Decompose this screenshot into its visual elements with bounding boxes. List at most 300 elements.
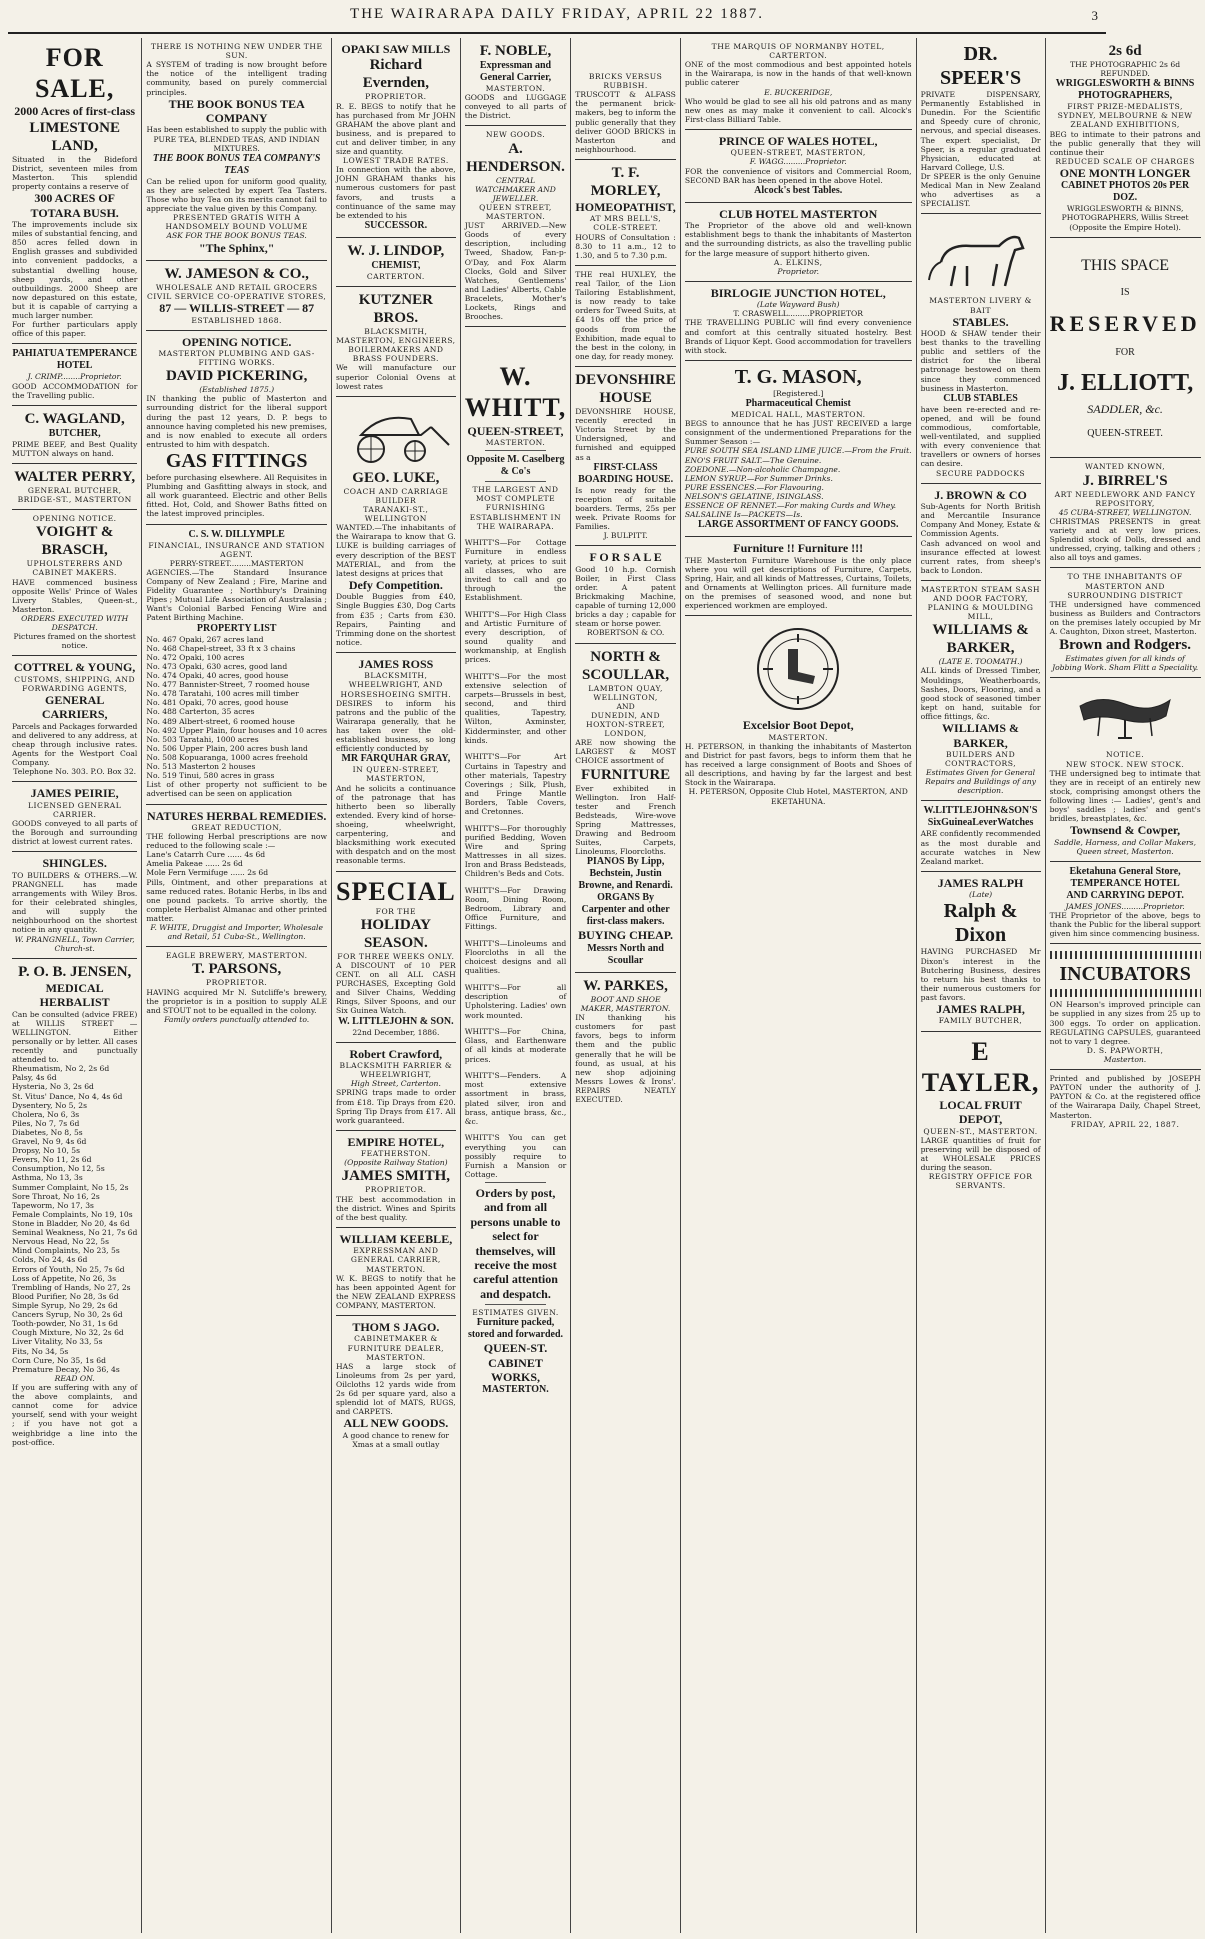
ad-address: QUEEN-ST., MASTERTON.	[923, 1126, 1038, 1136]
ad-subheading: WHOLESALE AND RETAIL GROCERS	[155, 282, 318, 292]
ad-subheading: MASTERTON.	[485, 84, 546, 93]
list-item: Cancers Syrup, No 30, 2s 6d	[12, 1310, 123, 1320]
ad-text: ESTABLISHED 1868.	[191, 315, 282, 325]
ad-heading: C. S. W. DILLYMPLE	[188, 528, 285, 540]
ad-subheading: BLACKSMITH, WHEELWRIGHT, AND HORSESHOEING SMITH.	[340, 671, 452, 699]
ad-text: Furniture packed, stored and forwarded.	[467, 1317, 564, 1341]
ad-text: We will manufacture our superior Colonial Ovens at lowest rates	[336, 363, 456, 391]
ad-signature: H. PETERSON, Opposite Club Hotel, MASTERTON, AND EKETAHUNA.	[688, 787, 908, 806]
ad-heading: SPECIAL	[336, 876, 456, 906]
ad-address: PERRY-STREET.........MASTERTON	[169, 558, 304, 568]
list-item: Female Complaints, No 19, 10s	[12, 1209, 133, 1219]
list-item: PURE ESSENCES.—For Flavouring.	[684, 482, 824, 492]
ad-text: Pictures framed on the shortest notice.	[13, 632, 136, 651]
ad-reserved-elliott	[1050, 238, 1201, 459]
ad-heading: DAVID PICKERING,	[165, 368, 308, 385]
ad-text: IN thanking his customers for past favors, begs to inform them and the public generally that he will be found, as usual, at his new shop adjoining Messrs Lowes & Irons'. REPAIRS NEATLY EXECUTED.	[575, 1013, 676, 1105]
ad-text: Dr SPEER is the only Genuine Medical Man in New Zealand who advertises as a SPECIALIST.	[920, 171, 1041, 209]
ad-subheading: CABINET PHOTOS 20s PER DOZ.	[1060, 180, 1190, 204]
ad-text: CHRISTMAS PRESENTS in great variety and at very low prices. Splendid stock of Dolls, dressed and undressed, crying, talking and others ; also all toys and games.	[1049, 516, 1201, 563]
ad-heading: Brown and Rodgers.	[1059, 637, 1191, 654]
list-item: LEMON SYRUP.—For Summer Drinks.	[684, 473, 833, 483]
ad-heading: BIRLOGIE JUNCTION HOTEL,	[710, 285, 886, 300]
ad-subheading: PROPRIETOR.	[206, 978, 268, 988]
ad-proprietor: T. CRASWELL.........PROPRIETOR	[733, 309, 863, 319]
horse-icon	[921, 222, 1041, 292]
ad-heading: T. PARSONS,	[192, 961, 282, 978]
ad-keeble	[336, 1228, 456, 1316]
ad-heading: OPAKI SAW MILLS	[341, 42, 451, 56]
ad-subheading: ESTIMATES GIVEN.	[472, 1308, 559, 1318]
ad-subheading: PROPRIETOR.	[365, 92, 427, 102]
horse-engraving	[921, 222, 1041, 292]
ad-subheading: (Late)	[969, 890, 993, 900]
ad-subheading: SUCCESSOR.	[364, 219, 428, 231]
ad-subheading: Pharmaceutical Chemist	[745, 398, 851, 410]
list-item: Nervous Head, No 22, 5s	[12, 1237, 110, 1247]
ad-address: 87 — WILLIS-STREET — 87	[159, 301, 315, 316]
ad-parsons	[146, 947, 327, 1029]
list-item: Dropsy, No 10, 5s	[12, 1146, 81, 1156]
ad-heading: THE MARQUIS OF NORMANBY HOTEL, CARTERTON.	[711, 42, 885, 61]
ad-text: PRIVATE DISPENSARY, Permanently Established in Dunedin. For the Scientific and Speedy cure of chronic, nervous, and special diseases. The expert specialist, Dr Speer, is a regular graduated Physician, educated at Harvard College, U.S.	[920, 90, 1041, 172]
ad-subheading: AND CARRYING DEPOT.	[1066, 889, 1184, 901]
ad-subheading: FIRST PRIZE-MEDALISTS, SYDNEY, MELBOURNE & NEW ZEALAND EXHIBITIONS,	[1057, 102, 1193, 130]
ad-shingles	[12, 852, 137, 958]
ad-huxley	[575, 266, 676, 367]
list-item: Summer Complaint, No 15, 2s	[12, 1182, 129, 1192]
ad-notice: NEW GOODS.	[485, 130, 546, 140]
ad-address: QUEEN-STREET, MASTERTON,	[730, 148, 866, 158]
ad-signature: D. S. PAPWORTH,	[1086, 1045, 1164, 1055]
ad-subheading: (Late Wayward Bush)	[756, 300, 840, 310]
ad-proprietor: JAMES JONES.........Proprietor.	[1065, 901, 1185, 911]
ad-heading: INCUBATORS	[1059, 963, 1191, 986]
ad-heading: JAMES ROSS	[358, 656, 434, 671]
list-item: NELSON'S GELATINE, ISINGLASS.	[684, 492, 824, 501]
list-item: Dysentery, No 5, 2s	[12, 1100, 87, 1110]
ad-heading: W.LITTLEJOHN&SON'S	[923, 805, 1038, 817]
ad-peirie	[12, 782, 137, 852]
ad-heading: ONE MONTH LONGER	[1059, 165, 1191, 180]
ad-text: Parcels and Packages forwarded and delivered to any address, at cheap through inclusive rates. Agents for the Westport Coal Company.	[12, 721, 138, 768]
ad-text: R. E. BEGS to notify that he has purchased from Mr JOHN GRAHAM the above plant and business, and is prepared to cut and deliver timber, in any size and quantity.	[336, 101, 456, 157]
whitt-list	[465, 538, 567, 1126]
ad-text: THE following Herbal prescriptions are now reduced to the following scale :—	[146, 832, 327, 851]
ad-pahiatua-hotel	[12, 344, 137, 405]
ad-subheading: THE BOOK BONUS TEA COMPANY'S TEAS	[152, 152, 321, 176]
ad-heading: T. F. MORLEY,	[590, 164, 661, 199]
list-item: No. 467 Opaki, 267 acres land	[146, 634, 264, 644]
ad-text: WHITT'S You can get everything you can possibly require to Furnish a Mansion or Cottage.	[464, 1133, 567, 1179]
ad-north-scoullar	[575, 644, 676, 973]
ad-text: HAVING acquired Mr N. Sutcliffe's brewery, the proprietor is in a position to supply ALE and STOUT not to be equalled in the colony.	[146, 987, 327, 1015]
ad-subheading: CENTRAL WATCHMAKER AND JEWELLER.	[475, 175, 556, 203]
ad-subheading: BUYING CHEAP.	[578, 928, 674, 943]
ad-noble	[465, 38, 567, 126]
ad-heading: Eketahuna General Store, TEMPERANCE HOTEL	[1069, 865, 1181, 889]
ad-subheading: REGISTRY OFFICE FOR SERVANTS.	[928, 1172, 1033, 1191]
ad-text: THE TRAVELLING PUBLIC will find every convenience and comfort at this centrally situated hostelry. Best Brands of Liquor Kept. Good accommodation for travellers with stock.	[684, 318, 912, 355]
ad-subheading: BLACKSMITH FARRIER & WHEELWRIGHT,	[339, 1061, 453, 1080]
ad-text: ALL kinds of Dressed Timber, Mouldings, Weatherboards, Sashes, Doors, Flooring, and a good stock of seasoned timber kept on hand, suitable for office fittings, &c.	[920, 666, 1041, 722]
ad-address: High Street, Carterton.	[350, 1079, 441, 1089]
ad-subheading: MASTERTON STEAM SASH AND DOOR FACTORY, PLANING & MOULDING MILL,	[921, 584, 1041, 622]
ad-heading: W. J. LINDOP,	[347, 242, 445, 259]
ad-morley	[575, 160, 676, 266]
list-item: Diabetes, No 8, 5s	[12, 1127, 83, 1137]
columns	[8, 38, 1201, 1933]
ad-text: Can be relied upon for uniform good quality, as they are selected by expert Tea Tasters. Those who buy Tea on its merits cannot fail to appreciate the value given by this Company.	[146, 176, 327, 214]
ad-address: QUEEN STREET, MASTERTON.	[479, 202, 552, 221]
list-item: ENO'S FRUIT SALT.—The Genuine.	[684, 455, 822, 465]
ad-williams-barker	[921, 581, 1041, 802]
list-item: Seminal Weakness, No 21, 7s 6d	[12, 1228, 138, 1238]
list-item: Corn Cure, No 35, 1s 6d	[12, 1355, 106, 1365]
ad-address: AT MRS BELL'S, COLE-STREET.	[589, 214, 662, 233]
list-item: Sore Throat, No 16, 2s	[12, 1191, 100, 1201]
ad-heading: WILLIAMS & BARKER,	[942, 721, 1020, 750]
ad-heading: WALTER PERRY,	[14, 468, 136, 485]
ad-signature: W. PRANGNELL, Town Carrier, Church-st.	[14, 934, 135, 953]
list-item: Colds, No 24, 4s 6d	[12, 1255, 88, 1265]
ad-trademark: "The Sphinx,"	[199, 240, 275, 255]
ad-text: HOOD & SHAW tender their best thanks to the travelling public and settlers of the district for the liberal patronage bestowed on them since they commenced business in Masterton.	[920, 329, 1041, 393]
list-item: WHITT'S—For Drawing Room, Dining Room, Bedroom, Library and Office Furniture, and Fittings.	[464, 886, 567, 932]
ad-subheading: LOWEST TRADE RATES.	[342, 156, 449, 166]
ad-perry	[12, 464, 137, 510]
ad-text: JUST ARRIVED.—New Goods of every description, including Tweed, Shadow, Fan-p-O'Day, and Fox Alarm Clocks, Gold and Silver Watches, Gentlemens' and Ladies' Alberts, Cable Bracelets, Mother's Lockets, Rings and Brooches.	[464, 221, 567, 322]
list-item: No. 489 Albert-street, 6 roomed house	[146, 716, 295, 726]
list-item: Blood Purifier, No 28, 3s 6d	[12, 1291, 119, 1301]
carriage-icon	[341, 405, 451, 465]
list-item: Mind Complaints, No 23, 5s	[12, 1246, 120, 1256]
ad-text: DESIRES to inform his patrons and the public of the Wairarapa generally, that he has taken over the old-established business, so long efficiently conducted by	[336, 698, 456, 754]
ad-subheading: 300 ACRES OF TOTARA BUSH.	[30, 191, 119, 220]
list-item: ZOEDONE.—Non-alcoholic Champagne.	[684, 464, 841, 474]
ad-birrel	[1050, 458, 1201, 568]
ad-text: ONE of the most commodious and best appointed hotels in the Wairarapa, is now in the hands of that well-known public caterer	[684, 60, 912, 88]
ad-furniture-warehouse	[685, 537, 912, 616]
ad-text: HAVE commenced business opposite Wells' Prince of Wales Livery Stables, Queen-st., Masterton.	[12, 577, 138, 614]
ad-text: WANTED.—The inhabitants of the Wairarapa to know that G. LUKE is building carriages of every description of the BEST MATERIAL, and from the latest designs at prices that	[336, 523, 456, 578]
ad-heading: PRINCE OF WALES HOTEL,	[718, 133, 878, 148]
list-item: SALSALINE Is—PACKETS—Is.	[684, 510, 803, 520]
ad-heading: E TAYLER,	[921, 1036, 1040, 1097]
ad-subheading: GREAT REDUCTION,	[191, 822, 282, 832]
ad-james-ross	[336, 653, 456, 872]
ad-heading: J. BIRREL'S	[1082, 472, 1168, 489]
ad-heading: JAMES SMITH,	[341, 1168, 451, 1185]
ad-text: FOR the convenience of visitors and Commercial Room, SECOND BAR has been opened in the above Hotel.	[684, 166, 912, 185]
ad-heading: NATURES HERBAL REMEDIES.	[146, 808, 327, 823]
ad-luke	[336, 397, 456, 653]
ad-proprietor: Proprietor.	[777, 266, 819, 276]
ad-subheading: UPHOLSTERERS AND CABINET MAKERS.	[26, 559, 123, 578]
ad-subheading: COACH AND CARRIAGE BUILDER	[343, 486, 449, 505]
ad-text: HOURS of Consultation : 8.30 to 11 a.m., 12 to 1.30, and 5 to 7.30 p.m.	[575, 232, 676, 260]
ad-subheading: BLACKSMITH, MASTERTON, ENGINEERS, BOILERMAKERS AND BRASS FOUNDERS.	[336, 327, 456, 364]
ad-heading: FURNITURE	[580, 766, 671, 783]
ad-text: Estimates Given for General Repairs and Buildings of any description.	[925, 768, 1036, 796]
list-item: WHITT'S—For China, Glass, and Earthenware of all kinds at moderate prices.	[464, 1027, 567, 1064]
ad-text: THE best accommodation in the district. Wines and Spirits of the best quality.	[336, 1194, 456, 1222]
ad-text: GOODS conveyed to all parts of the Borough and surrounding district at lowest current rates.	[12, 819, 138, 847]
ad-whitt	[465, 327, 567, 1401]
ad-subheading: ART NEEDLEWORK AND FANCY REPOSITORY,	[1054, 489, 1196, 508]
ad-text: Family orders punctually attended to.	[164, 1014, 310, 1024]
ad-heading: Richard Evernden,	[362, 57, 429, 92]
ad-heading: VOIGHT & BRASCH,	[36, 524, 114, 559]
ad-heading: Furniture !! Furniture !!!	[733, 541, 864, 556]
masthead	[8, 6, 1106, 34]
ad-heading: STABLES.	[952, 314, 1009, 329]
ad-subheading: LOCAL FRUIT DEPOT,	[939, 1097, 1022, 1127]
ad-subheading: LARGE ASSORTMENT OF FANCY GOODS.	[697, 519, 899, 531]
masthead-title: THE WAIRARAPA DAILY FRIDAY, APRIL 22 1887.	[350, 6, 764, 22]
ad-heading: J. BROWN & CO	[934, 487, 1027, 502]
list-item: WHITT'S—For Cottage Furniture in endless variety, at prices to suit all classes, who are invited to call and go through the Establishment.	[464, 538, 567, 602]
ad-address: MEDICAL HALL, MASTERTON.	[730, 410, 866, 420]
ad-subheading: GENERAL CARRIERS,	[41, 692, 108, 722]
ad-text: The Proprietor of the above old and well-known establishment begs to thank the inhabitants of Masterton and the surrounding districts, as also the travelling public for the large measure of support hitherto given.	[684, 221, 912, 258]
reserved-line: IS	[1120, 286, 1130, 298]
ad-heading: JAMES RALPH	[937, 875, 1024, 890]
list-item: Loss of Appetite, No 26, 3s	[12, 1273, 117, 1283]
ad-heading: Townsend & Cowper,	[1070, 823, 1181, 838]
reserved-name: J. ELLIOTT,	[1056, 370, 1194, 397]
ad-text: GOOD ACCOMMODATION for the Travelling public.	[12, 381, 138, 400]
ad-heading: KUTZNER BROS.	[358, 292, 433, 327]
ad-address: TARANAKI-ST., WELLINGTON	[363, 505, 429, 524]
ad-text: List of other property not sufficient to be advertised can be seen on application	[146, 780, 327, 799]
ad-incubators	[1050, 944, 1201, 1070]
list-item: Piles, No 7, 7s 6d	[12, 1118, 80, 1128]
ad-saddlery	[1050, 678, 1201, 861]
list-item: No. 478 Taratahi, 100 acres mill timber	[146, 689, 299, 699]
ad-heading: PAHIATUA TEMPERANCE HOTEL	[12, 348, 138, 372]
ad-empire-hotel	[336, 1131, 456, 1228]
list-item: WHITT'S—For thoroughly purified Bedding, Woven Wire and Spring Mattresses in all sizes. Iron and Brass Bedsteads, Children's Beds and Cots.	[464, 823, 567, 879]
reserved-line: THIS SPACE	[1081, 256, 1170, 274]
ad-text: If you are suffering with any of the above complaints, and cannot come for advice yourself, send with your weight ; if you have not got a weighbridge a line into the post-office.	[12, 1383, 138, 1447]
page-number: 3	[1091, 8, 1100, 23]
list-item: WHITT'S—For High Class and Artistic Furniture of every description, of sound quality and workmanship, at English prices.	[464, 609, 567, 665]
ad-heading: THE BOOK BONUS TEA COMPANY	[168, 96, 305, 126]
list-item: Simple Syrup, No 29, 2s 6d	[12, 1301, 118, 1311]
ad-text: H. PETERSON, in thanking the inhabitants of Masterton and District for past favors, begs to inform them that he has received a large consignment of Boots and Shoes of all descriptions, and having by far the largest and best Stock in the Wairarapa.	[684, 741, 912, 788]
list-item: No. 508 Kopuaranga, 1000 acres freehold	[146, 752, 308, 762]
ad-kutzner	[336, 287, 456, 397]
ad-heading: Robert Crawford,	[349, 1046, 443, 1061]
ad-voight-brasch	[12, 510, 137, 656]
ad-pickering	[146, 331, 327, 525]
ad-subheading: THE PHOTOGRAPHIC 2s 6d REFUNDED.	[1070, 60, 1181, 79]
ad-address: QUEEN-STREET,	[467, 423, 564, 438]
list-item: WHITT'S—For Art Curtains in Tapestry and other materials, Tapestry Coverings ; Silk, Plush, and Fringe Mantle Borders, Table Covers, and Cretonnes.	[464, 752, 567, 817]
ad-heading: GEO. LUKE,	[352, 469, 440, 486]
ad-heading: W. WHITT,	[464, 362, 567, 423]
ad-text: THE Masterton Furniture Warehouse is the only place where you will get descriptions of Furniture, Carpets, Spring, Hair, and all kinds of Mattresses, Curtains, Toilets, and Ornaments at Wellington prices. All furniture made on the premises of seasoned wood, and none but experienced workmen are employed.	[684, 555, 912, 611]
reserved-trade: SADDLER, &c.	[1087, 402, 1163, 417]
column-4	[461, 38, 572, 1933]
carriage-engraving	[336, 405, 456, 465]
ad-cottrel-young	[12, 656, 137, 782]
ad-text: Can be consulted (advice FREE) at WILLIS STREET — WELLINGTON. Either personally or by letter. All cases recently and punctually attended to.	[12, 1009, 138, 1065]
ad-wagland	[12, 406, 137, 464]
ad-subheading: AND	[616, 701, 635, 711]
ad-subheading: CLUB STABLES	[943, 392, 1018, 404]
ad-address: 45 CUBA-STREET, WELLINGTON.	[1058, 507, 1192, 517]
ad-notice: THERE IS NOTHING NEW UNDER THE SUN.	[150, 42, 323, 61]
list-item: No. 513 Masterton 2 houses	[146, 762, 256, 772]
ad-henderson	[465, 126, 567, 327]
list-item: Hysteria, No 3, 2s 6d	[12, 1082, 94, 1092]
column-7	[917, 38, 1046, 1933]
ad-james-ralph	[921, 872, 1041, 1032]
list-item: No. 477 Bannister-Street, 7 roomed house	[146, 680, 310, 690]
ad-text: AGENCIES.—The Standard Insurance Company of New Zealand ; Fire, Marine and Fidelity Guarantee ; Northbury's Draining Pipes ; Mutual Life Association of Australasia ; Want's Colonial Barbed Fencing Wire and Patent Birthing Machine.	[146, 567, 327, 623]
ad-birlogie	[685, 282, 912, 361]
ad-subheading: PROPERTY LIST	[196, 622, 277, 634]
ad-bricks	[575, 38, 676, 160]
ad-text: THE Proprietor of the above, begs to thank the Public for the liberal support given him since commencing business.	[1049, 911, 1201, 939]
ad-text: ASK FOR THE BOOK BONUS TEAS.	[166, 231, 307, 241]
reserved-address: QUEEN-STREET.	[1087, 428, 1163, 440]
ad-subheading: MASTERTON.	[485, 438, 546, 448]
remedy-list	[12, 1064, 137, 1374]
ad-signature: A. ELKINS,	[773, 257, 823, 267]
list-item: No. 481 Opaki, 70 acres, good house	[146, 698, 289, 708]
ad-heading: W. PARKES,	[583, 977, 668, 994]
ad-subheading: FOR THREE WEEKS ONLY.	[337, 951, 455, 961]
column-8	[1046, 38, 1205, 1933]
ad-subheading: SixGuineaLeverWatches	[927, 817, 1034, 829]
ad-text: BEG to intimate to their patrons and the public generally that they will continue their	[1049, 129, 1201, 157]
column-5	[571, 38, 681, 1933]
ad-heading: THOM S JAGO.	[352, 1320, 440, 1335]
ad-text: Telephone No. 303. P.O. Box 32.	[13, 767, 137, 777]
ad-subheading: CUSTOMS, SHIPPING, AND FORWARDING AGENTS,	[14, 674, 136, 693]
ad-jago	[336, 1316, 456, 1454]
imprint-text: Printed and published by JOSEPH PAYTON under the authority of J. PAYTON & Co. at the registered office of the Wairarapa Daily, Chapel Street, Masterton.	[1049, 1074, 1201, 1120]
ad-text: ORGANS By Carpenter and other first-class makers.	[581, 892, 670, 928]
ad-text: (Established 1875.)	[199, 385, 275, 395]
ad-text: Good 10 h.p. Cornish Boiler, in First Class order. A patent Brickmaking Machine, capable of turning 12,000 bricks a day ; capable for steam or horse power.	[575, 564, 676, 629]
ad-text: ARE now showing the LARGEST & MOST CHOICE assortment of	[575, 738, 676, 766]
ad-text: In connection with the above, JOHN GRAHAM thanks his numerous customers for past favors, and trusts a continuance of the same may be extended to his	[336, 165, 456, 220]
ad-text: A SYSTEM of trading is now brought before the notice of the intelligent trading community, based on purely commercial principles.	[146, 60, 327, 97]
list-item: No. 473 Opaki, 630 acres, good land	[146, 661, 288, 671]
ad-price: 2s 6d	[1108, 43, 1142, 59]
list-item: Liver Vitality, No 33, 5s	[12, 1337, 103, 1347]
ad-text: HAVING PURCHASED Mr Dixon's interest in the Butchering Business, desires to return his best thanks to their numerous customers for past favors.	[920, 947, 1041, 1002]
ad-tayler-fruit	[921, 1032, 1041, 1196]
ad-text: THE undersigned beg to intimate that they are in receipt of an entirely new stock, comprising amongst others the following lines :— Ladies', gent's and boys' saddles ; ladies' and gent's bridles, breastplates, &c.	[1049, 768, 1201, 824]
ad-notice: READ ON.	[54, 1373, 95, 1383]
ad-heading: T. G. MASON,	[734, 365, 862, 388]
ad-crawford	[336, 1043, 456, 1131]
ad-heading: WILLIAMS & BARKER,	[932, 622, 1029, 657]
ad-subheading: 2000 Acres of first-class	[14, 104, 136, 119]
list-item: No. 506 Upper Plain, 200 acres bush land	[146, 743, 308, 753]
ad-heading: WILLIAM KEEBLE,	[339, 1231, 453, 1246]
imprint	[1050, 1070, 1201, 1134]
ad-text: A good chance to renew for Xmas at a small outlay	[342, 1430, 450, 1449]
ad-subheading: E. BUCKERIDGE,	[764, 87, 833, 97]
ad-subheading: CIVIL SERVICE CO-OPERATIVE STORES,	[147, 292, 327, 302]
ad-heading: NORTH & SCOULLAR,	[582, 648, 670, 683]
ad-subheading: Alcock's best Tables.	[754, 184, 843, 196]
ad-subheading: FEATHERSTON.	[360, 1149, 431, 1159]
ad-parkes	[575, 973, 676, 1109]
ad-heading: F O R S A L E	[589, 550, 662, 565]
ad-text: LARGE quantities of fruit for preserving will be disposed of at WHOLESALE PRICES during the season.	[920, 1135, 1041, 1173]
ad-subheading: LIMESTONE LAND,	[29, 119, 120, 154]
column-6	[681, 38, 917, 1933]
list-item: Stone in Bladder, No 20, 4s 6d	[12, 1219, 130, 1229]
list-item: Palsy, 4s 6d	[12, 1073, 57, 1083]
ad-text: GOODS and LUGGAGE conveyed to all parts of the District.	[464, 93, 567, 121]
list-item: Asthma, No 13, 3s	[12, 1173, 83, 1183]
ad-subheading: FOR THE	[375, 906, 417, 916]
ad-subheading: HOMEOPATHIST,	[575, 199, 676, 214]
ad-subheading: BUILDERS AND CONTRACTORS,	[945, 749, 1017, 769]
ad-signature: F. WHITE, Druggist and Importer, Wholesale and Retail, 51 Cuba-St., Wellington.	[150, 923, 323, 942]
ad-subheading: IN QUEEN-STREET, MASTERTON,	[352, 765, 440, 784]
column-1	[8, 38, 142, 1933]
ad-text: ON Hearson's improved principle can be supplied in any sizes from 25 up to 300 eggs. To order on application. REGULATING CAPSULES, guaranteed not to vary 1 degree.	[1049, 1000, 1201, 1046]
ad-heading: HOLIDAY SEASON.	[360, 916, 431, 951]
list-item: Fits, No 34, 5s	[12, 1346, 69, 1356]
ad-subheading: REDUCED SCALE OF CHARGES	[1055, 156, 1195, 166]
ad-subheading: MASTERTON.	[482, 1384, 549, 1396]
list-item: Tooth-powder, No 31, 1s 6d	[12, 1319, 118, 1329]
ad-subheading: LAMBTON QUAY, WELLINGTON,	[588, 683, 663, 702]
ad-heading: Ralph & Dixon	[943, 900, 1018, 947]
ad-heading: BRICKS VERSUS RUBBISH.	[588, 72, 663, 91]
ad-heading: C. WAGLAND,	[24, 410, 125, 427]
ad-book-bonus-tea	[146, 38, 327, 261]
list-item: Rheumatism, No 2, 2s 6d	[12, 1064, 110, 1074]
ad-heading: P. O. B. JENSEN,	[18, 963, 132, 980]
ad-subheading: Expressman and General Carrier,	[479, 60, 552, 83]
ad-brown-rodgers	[1050, 568, 1201, 678]
ad-prince-of-wales	[685, 130, 912, 203]
ad-text: ORDERS EXECUTED WITH DESPATCH.	[21, 613, 129, 633]
list-item: Tapeworm, No 17, 3s	[12, 1200, 94, 1210]
ad-text: HAS a large stock of Linoleums from 2s per yard, Oilcloths 12 yards wide from 2s 6d per square yard, also a splendid lot of MATS, RUGS, and CARPETS.	[336, 1361, 456, 1417]
list-item: WHITT'S—For the most extensive selection of carpets—Brussels in best, second, and third qualities, Tapestry, Wilton, Axminster, Kidderminster, and other kinds.	[464, 671, 567, 745]
reserved-line: FOR	[1115, 347, 1135, 359]
ad-excelsior-boot	[685, 616, 912, 810]
ad-subheading: CARTERTON.	[366, 271, 425, 281]
ad-text: Orders by post, and from all persons unable to select for themselves, will receive the most careful attention and despatch.	[470, 1186, 561, 1301]
ad-dillymple	[146, 525, 327, 805]
ad-dr-speer	[921, 38, 1041, 214]
ad-subheading: CABINETMAKER & FURNITURE DEALER,	[347, 1334, 445, 1353]
ad-signature: J. BULPITT.	[603, 531, 648, 541]
ad-mason-chemist	[685, 361, 912, 537]
ad-subheading: MASTERTON LIVERY & BAIT	[929, 296, 1032, 315]
remedy-list	[146, 850, 327, 877]
imprint-date: FRIDAY, APRIL 22, 1887.	[1070, 1119, 1180, 1129]
ad-text: SECURE PADDOCKS	[936, 468, 1026, 478]
ad-marquis-normanby	[685, 38, 912, 130]
list-item: Consumption, No 12, 5s	[12, 1164, 105, 1174]
property-list	[146, 635, 327, 781]
ad-text: THE undersigned have commenced business as Builders and Contractors on the premises lately occupied by Mr A. Caughton, Dixon street, Masterton.	[1049, 599, 1201, 637]
